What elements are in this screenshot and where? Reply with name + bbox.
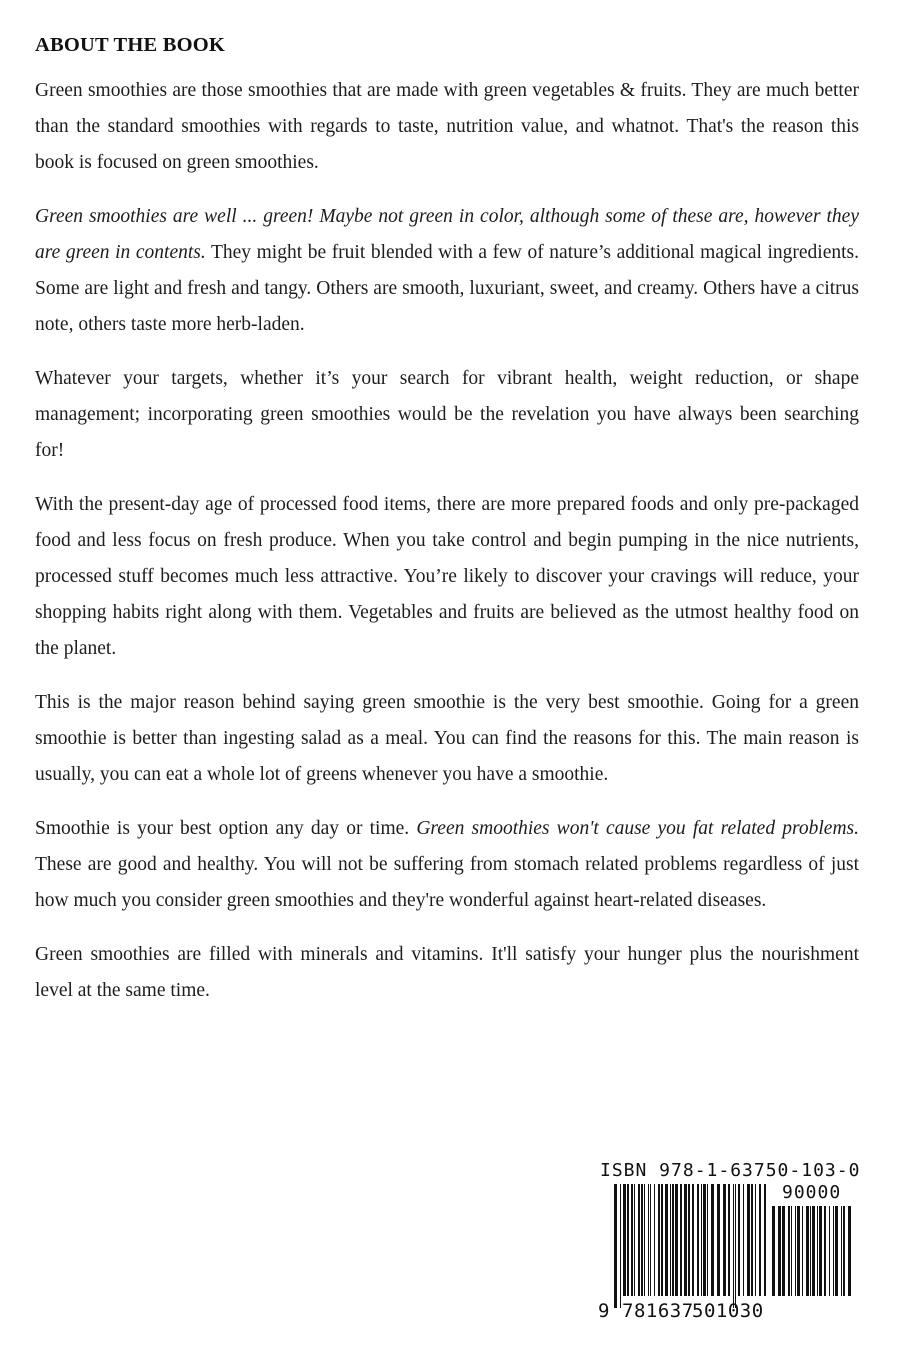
barcode-bar <box>735 1184 736 1308</box>
price-addon-label: 90000 <box>782 1182 842 1203</box>
barcode-bar <box>733 1184 734 1308</box>
barcode-bar <box>759 1184 761 1296</box>
barcode-bar <box>692 1184 694 1296</box>
barcode-bar <box>806 1206 809 1296</box>
barcode-bar <box>701 1184 702 1296</box>
barcode-bar <box>665 1184 668 1296</box>
paragraph-6-text-after: These are good and healthy. You will not be suffering from stomach related problems regardless of just how much you consider green smoothies and they're wonderful against heart-related diseases. <box>35 854 859 911</box>
ean-barcode-bars <box>614 1184 766 1308</box>
barcode-bar <box>654 1184 655 1296</box>
barcode-bar <box>791 1206 792 1296</box>
paragraph-6 <box>35 811 859 919</box>
barcode-bar <box>755 1184 756 1296</box>
barcode-bar <box>644 1184 645 1296</box>
barcode-bar <box>738 1184 740 1296</box>
barcode-bar <box>819 1206 822 1296</box>
barcode-bar <box>717 1184 720 1296</box>
barcode-bar <box>658 1184 660 1296</box>
barcode-bar <box>680 1184 682 1296</box>
barcode-bar <box>614 1184 617 1308</box>
ean-first-digit: 9 <box>598 1300 610 1322</box>
barcode-bar <box>638 1184 640 1296</box>
barcode-bar <box>707 1184 708 1296</box>
barcode-bar <box>833 1206 834 1296</box>
barcode-bar <box>675 1184 678 1296</box>
barcode-bar <box>641 1184 643 1296</box>
barcode-bar <box>648 1184 649 1296</box>
barcode-bar <box>782 1206 785 1296</box>
barcode-bar <box>661 1184 663 1296</box>
paragraph-6-text-before: Smoothie is your best option any day or time. <box>35 818 417 839</box>
barcode-bar <box>650 1184 651 1296</box>
paragraph-1: Green smoothies are those smoothies that are made with green vegetables & fruits. They are much better than the standard smoothies with regards to taste, nutrition value, and whatnot. That's the reason this book is focused on green smoothies. <box>35 80 859 173</box>
paragraph-4: With the present-day age of processed food items, there are more prepared foods and only pre-packaged food and less focus on fresh produce. When you take control and begin pumping in the nice nutrients, processed stuff becomes much less attractive. You’re likely to discover your cravings will reduce, your shopping habits right along with them. Vegetables and fruits are believed as the utmost healthy food on the planet. <box>35 494 859 659</box>
barcode-bar <box>797 1206 800 1296</box>
barcode-bar <box>843 1206 845 1296</box>
addon-barcode-bars <box>772 1206 852 1308</box>
isbn-label: ISBN 978-1-63750-103-0 <box>600 1160 861 1181</box>
barcode-bar <box>688 1184 690 1296</box>
barcode-bar <box>623 1184 626 1296</box>
barcode-bar <box>620 1184 621 1308</box>
section-heading: ABOUT THE BOOK <box>35 34 226 56</box>
ean-right-group: 501030 <box>692 1300 764 1322</box>
ean-left-group: 781637 <box>622 1300 694 1322</box>
paragraph-6-italic: Green smoothies won't cause you fat related problems. <box>416 818 859 839</box>
barcode-bar <box>764 1184 766 1296</box>
paragraph-2-text: They might be fruit blended with a few of nature’s additional magical ingredients. Some are light and fresh and tangy. Others are smooth, luxuriant, sweet, and creamy. Others have a citrus note, others taste more herb-laden. <box>35 242 859 335</box>
barcode-bar <box>672 1184 674 1296</box>
about-section <box>35 34 859 1027</box>
paragraph-2 <box>35 199 859 343</box>
barcode-bar <box>824 1206 826 1296</box>
paragraph-5: This is the major reason behind saying green smoothie is the very best smoothie. Going for a green smoothie is better than ingesting salad as a meal. You can find the reasons for this. The main reason is usually, you can eat a whole lot of greens whenever you have a smoothie. <box>35 692 859 785</box>
barcode-bar <box>751 1184 753 1296</box>
barcode-bar <box>848 1206 851 1296</box>
barcode-bar <box>743 1184 744 1296</box>
barcode-bar <box>835 1206 838 1296</box>
barcode-bar <box>711 1184 714 1296</box>
barcode-bar <box>670 1184 671 1296</box>
barcode-bar <box>817 1206 818 1296</box>
barcode-bar <box>703 1184 706 1296</box>
barcode-bar <box>728 1184 730 1296</box>
barcode-bar <box>778 1206 781 1296</box>
barcode-bar <box>747 1184 750 1296</box>
barcode-bar <box>627 1184 629 1296</box>
barcode-bar <box>772 1206 775 1296</box>
barcode-bar <box>634 1184 635 1296</box>
barcode-bar <box>795 1206 796 1296</box>
barcode-bar <box>841 1206 842 1296</box>
paragraph-7: Green smoothies are filled with minerals and vitamins. It'll satisfy your hunger plus the nourishment level at the same time. <box>35 944 859 1001</box>
barcode-bar <box>723 1184 726 1296</box>
barcode-bar <box>631 1184 633 1296</box>
barcode-bar <box>810 1206 811 1296</box>
paragraph-3: Whatever your targets, whether it’s your search for vibrant health, weight reduction, or shape management; incorporating green smoothies would be the revelation you have always been searching for! <box>35 368 859 461</box>
barcode-bar <box>697 1184 699 1296</box>
barcode-bar <box>802 1206 803 1296</box>
barcode-bar <box>684 1184 687 1296</box>
barcode-bar <box>829 1206 830 1296</box>
paragraph-2-italic: Green smoothies are well ... green! Maybe not green in color, although some of these are, however they are green in contents. <box>35 206 859 263</box>
isbn-barcode <box>598 1160 861 1324</box>
barcode-bar <box>812 1206 815 1296</box>
barcode-bar <box>788 1206 790 1296</box>
